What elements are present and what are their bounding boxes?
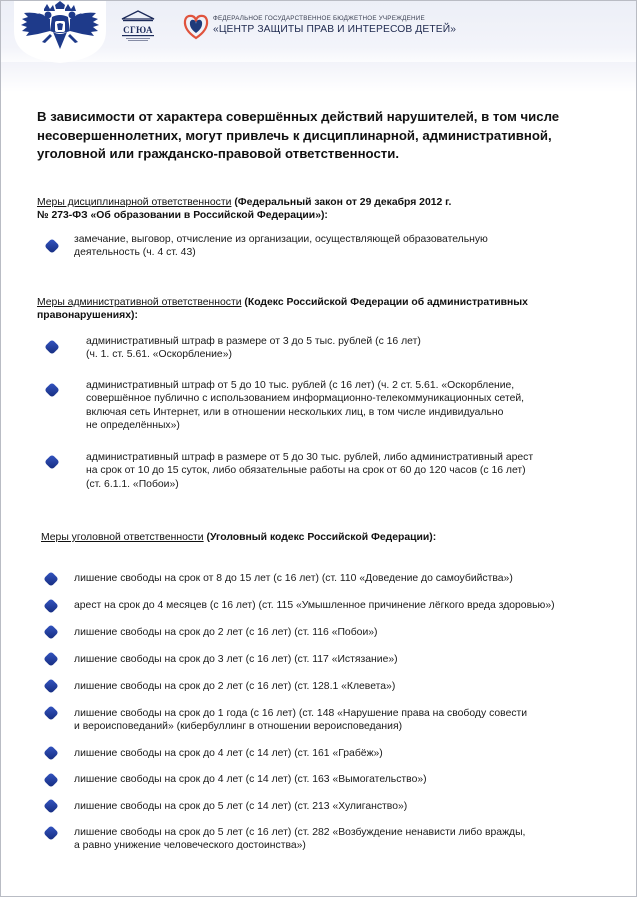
list-item-text: включая сеть Интернет, или в отношении нескольких лиц, в том числе индивидуально (86, 406, 504, 418)
list-item-text: административный штраф в размере от 5 до 30 тыс. рублей, либо административный арест (86, 452, 534, 463)
administrative-heading (37, 296, 607, 323)
list-item-text: а равно унижение человеческого достоинства») (74, 840, 306, 852)
list-item-text: деятельность (ч. 4 ст. 43) (74, 247, 196, 259)
org-type: ФЕДЕРАЛЬНОЕ ГОСУДАРСТВЕННОЕ БЮДЖЕТНОЕ УЧРЕЖДЕНИЕ (213, 15, 425, 22)
bullet-diamond-icon (44, 339, 60, 355)
center-logo-icon (182, 12, 210, 40)
list-item (74, 800, 619, 813)
list-item (74, 773, 619, 786)
intro-paragraph (37, 108, 607, 164)
list-item-text: лишение свободы на срок до 4 лет (с 14 лет) (ст. 161 «Грабёж») (74, 748, 383, 759)
administrative-title: Меры административной ответственности (37, 297, 242, 308)
list-item-text: административный штраф от 5 до 10 тыс. рублей (с 16 лет) (ч. 2 ст. 5.61. «Оскорбление, (86, 380, 515, 391)
list-item (74, 599, 619, 612)
list-item (74, 233, 614, 260)
bullet-diamond-icon (43, 705, 59, 721)
bullet-diamond-icon (44, 238, 60, 254)
bullet-diamond-icon (43, 825, 59, 841)
list-item-text: лишение свободы на срок до 1 года (с 16 лет) (ст. 148 «Нарушение права на свободу совести (74, 708, 528, 719)
list-item-text: замечание, выговор, отчисление из организации, осуществляющей образовательную (74, 234, 488, 245)
list-item (86, 335, 616, 362)
bullet-diamond-icon (43, 624, 59, 640)
double-headed-eagle-emblem-icon (8, 1, 112, 63)
administrative-source: (Кодекс Российской Федерации об административных (241, 297, 528, 308)
bullet-diamond-icon (43, 745, 59, 761)
bullet-diamond-icon (43, 598, 59, 614)
list-item-text: (ст. 6.1.1. «Побои») (86, 478, 179, 490)
list-item (74, 747, 619, 760)
list-item-text: на срок от 10 до 15 суток, либо обязательные работы на срок от 60 до 120 часов (с 16 лет) (86, 465, 526, 477)
list-item (74, 572, 619, 585)
list-item-text: лишение свободы на срок до 3 лет (с 16 лет) (ст. 117 «Истязание») (74, 654, 398, 665)
list-item-text: не определённых») (86, 420, 180, 432)
list-item (74, 680, 619, 693)
list-item-text: лишение свободы на срок до 2 лет (с 16 лет) (ст. 116 «Побои») (74, 627, 378, 638)
disciplinary-title: Меры дисциплинарной ответственности (37, 197, 232, 208)
intro-line: несовершеннолетних, могут привлечь к дисциплинарной, административной, (37, 127, 552, 143)
list-item (74, 626, 619, 639)
bullet-diamond-icon (44, 382, 60, 398)
org-name: «ЦЕНТР ЗАЩИТЫ ПРАВ И ИНТЕРЕСОВ ДЕТЕЙ» (213, 24, 457, 35)
bullet-diamond-icon (43, 651, 59, 667)
criminal-heading (41, 531, 611, 544)
list-item-text: (ч. 1. ст. 5.61. «Оскорбление») (86, 349, 232, 361)
administrative-source-cont: правонарушениях): (37, 310, 138, 322)
disciplinary-heading (37, 196, 607, 223)
list-item-text: лишение свободы на срок до 4 лет (с 14 лет) (ст. 163 «Вымогательство») (74, 774, 427, 785)
list-item (74, 707, 619, 734)
bullet-diamond-icon (43, 772, 59, 788)
list-item-text: и вероисповеданий» (кибербуллинг в отношении вероисповедания) (74, 721, 403, 733)
bullet-diamond-icon (44, 454, 60, 470)
list-item (74, 653, 619, 666)
bullet-diamond-icon (43, 678, 59, 694)
list-item-text: административный штраф в размере от 3 до 5 тыс. рублей (с 16 лет) (86, 336, 421, 347)
list-item-text: лишение свободы на срок до 5 лет (с 14 лет) (ст. 213 «Хулиганство») (74, 801, 408, 812)
criminal-title: Меры уголовной ответственности (41, 532, 204, 543)
list-item-text: лишение свободы на срок от 8 до 15 лет (с 16 лет) (ст. 110 «Доведение до самоубийства») (74, 573, 513, 584)
header-fade (1, 62, 636, 92)
disciplinary-source: (Федеральный закон от 29 декабря 2012 г. (231, 197, 452, 208)
list-item (86, 379, 616, 433)
list-item (74, 826, 619, 853)
criminal-source: (Уголовный кодекс Российской Федерации): (203, 532, 437, 543)
list-item-text: совершённое публично с использованием информационно-телекоммуникационных сетей, (86, 393, 525, 405)
list-item-text: арест на срок до 4 месяцев (с 16 лет) (ст. 115 «Умышленное причинение лёгкого вреда здоровью») (74, 600, 555, 611)
sgua-logo-text: СГЮА (123, 25, 153, 35)
intro-line: В зависимости от характера совершённых действий нарушителей, в том числе (37, 109, 560, 124)
intro-line: уголовной или гражданско-правовой ответственности. (37, 146, 400, 161)
disciplinary-source-cont: № 273-ФЗ «Об образовании в Российской Федерации»): (37, 210, 328, 222)
list-item-text: лишение свободы на срок до 5 лет (с 16 лет) (ст. 282 «Возбуждение ненависти либо вражды, (74, 827, 526, 838)
bullet-diamond-icon (43, 798, 59, 814)
list-item-text: лишение свободы на срок до 2 лет (с 16 лет) (ст. 128.1 «Клевета») (74, 681, 396, 692)
bullet-diamond-icon (43, 571, 59, 587)
list-item (86, 451, 616, 491)
